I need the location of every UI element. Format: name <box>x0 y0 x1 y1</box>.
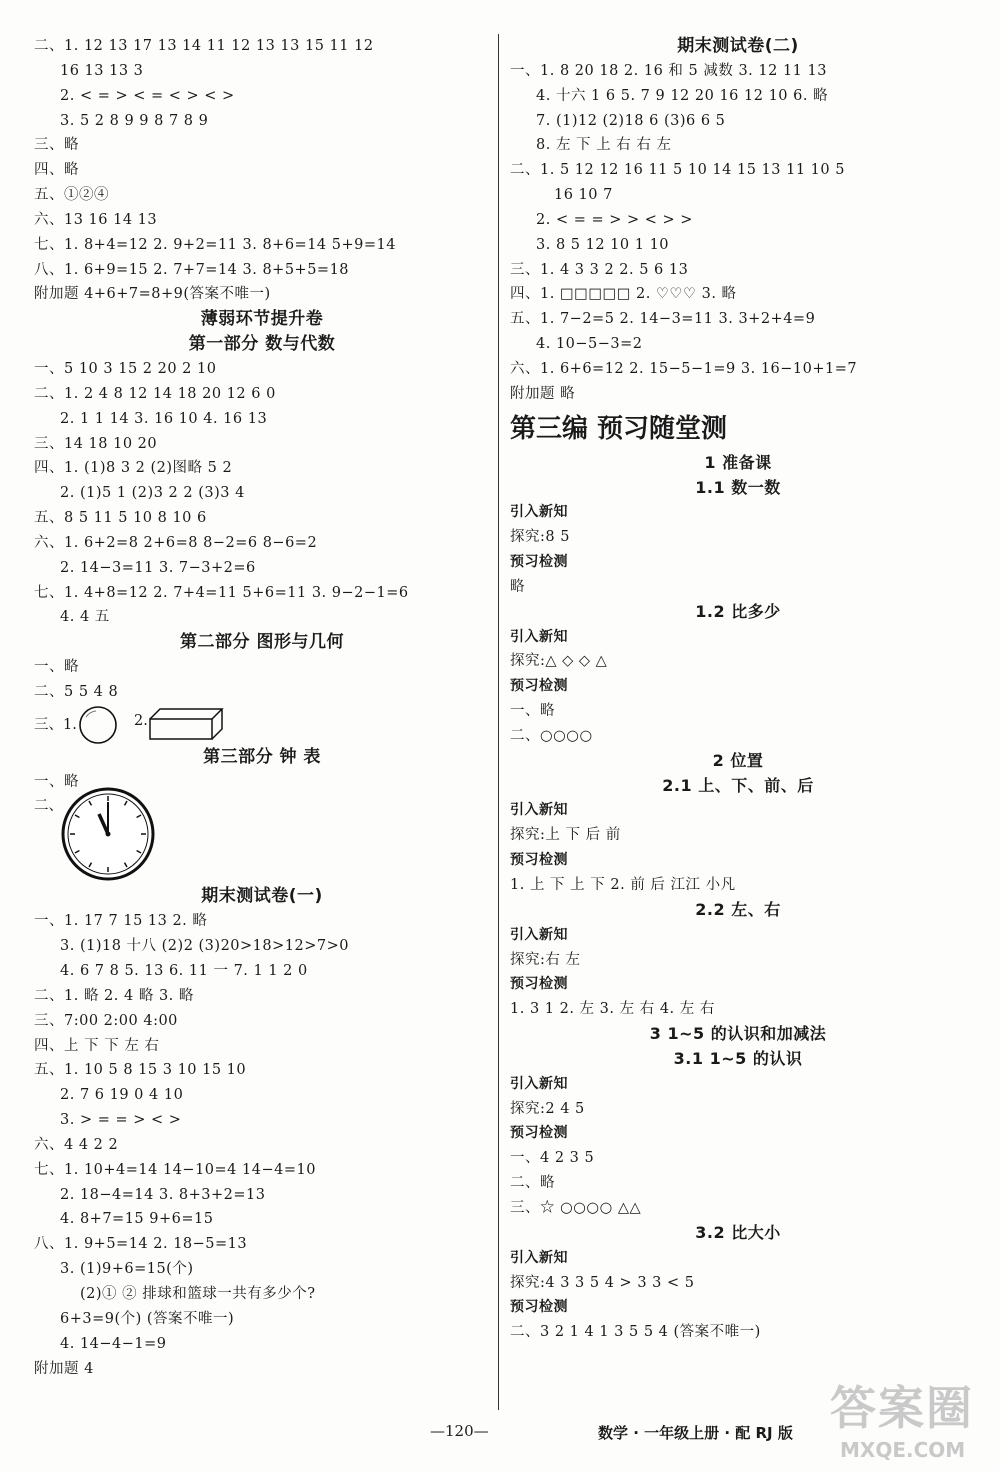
answer-line: 探究:△ ◇ ◇ △ <box>510 653 608 670</box>
label-line: 预习检测 <box>510 1299 568 1316</box>
lesson-heading: 3.1 1~5 的认识 <box>673 1048 803 1068</box>
section-title: 薄弱环节提升卷 <box>200 309 324 330</box>
answer-line: 2. < = > < = < > < > <box>60 87 235 104</box>
chapter-heading: 2 位置 <box>712 750 764 770</box>
answer-line: 七、1. 4+8=12 2. 7+4=11 5+6=11 3. 9−2−1=6 <box>34 584 409 601</box>
answer-line: 2. 18−4=14 3. 8+3+2=13 <box>60 1186 266 1203</box>
answer-line: 7. (1)12 (2)18 6 (3)6 6 5 <box>536 112 726 129</box>
label-line: 预习检测 <box>510 976 568 993</box>
label-line: 预习检测 <box>510 554 568 571</box>
answer-line: 一、4 2 3 5 <box>510 1150 595 1167</box>
answer-line: 略 <box>510 578 525 595</box>
page-number: —120— <box>430 1422 489 1440</box>
answer-line: 二、1. 2 4 8 12 14 18 20 12 6 0 <box>34 385 276 402</box>
label-line: 预习检测 <box>510 678 568 695</box>
answer-line: 三、14 18 10 20 <box>34 435 158 452</box>
answer-line: 三、☆ ○○○○ △△ <box>510 1199 642 1216</box>
answer-line: 一、略 <box>34 773 79 790</box>
answer-line: 探究:8 5 <box>510 529 570 546</box>
clock-answer-row <box>34 794 490 884</box>
answer-line: 2. 14−3=11 3. 7−3+2=6 <box>60 559 256 576</box>
answer-line: 二、5 5 4 8 <box>34 683 119 700</box>
answer-line: 八、1. 9+5=14 2. 18−5=13 <box>34 1236 248 1253</box>
lesson-heading: 2.2 左、右 <box>695 899 781 919</box>
answer-line: 一、略 <box>34 659 79 676</box>
answer-line: 1. 3 1 2. 左 3. 左 右 4. 左 右 <box>510 1001 715 1018</box>
answer-line: 2. 1 1 14 3. 16 10 4. 16 13 <box>60 410 268 427</box>
answer-line: 探究:2 4 5 <box>510 1100 585 1117</box>
left-column <box>34 34 490 1381</box>
answer-line: 2. (1)5 1 (2)3 2 2 (3)3 4 <box>60 485 245 502</box>
watermark-text: 答案圈 <box>830 1381 974 1435</box>
answer-line: 七、1. 8+4=12 2. 9+2=11 3. 8+6=14 5+9=14 <box>34 236 396 253</box>
answer-line: 二、1. 略 2. 4 略 3. 略 <box>34 987 194 1004</box>
label-line: 预习检测 <box>510 852 568 869</box>
section-subtitle: 第三部分 钟 表 <box>203 746 321 767</box>
answer-label: 三、1. <box>34 716 77 733</box>
answer-line: 4. 十六 1 6 5. 7 9 12 20 16 12 10 6. 略 <box>536 87 829 104</box>
book-info: 数学 · 一年级上册 · 配 RJ 版 <box>598 1424 793 1442</box>
lesson-heading: 2.1 上、下、前、后 <box>662 775 814 795</box>
answer-line: 8. 左 下 上 右 右 左 <box>536 137 672 154</box>
answer-line: 四、略 <box>34 162 79 179</box>
answer-line: 探究:上 下 后 前 <box>510 827 621 844</box>
cuboid-shape-icon <box>148 707 224 741</box>
answer-line: 探究:4 3 3 5 4 > 3 3 < 5 <box>510 1274 695 1291</box>
answer-line: 3. (1)18 十八 (2)2 (3)20>18>12>7>0 <box>60 938 349 955</box>
answer-line: 3. > = = > < > <box>60 1112 182 1129</box>
label-line: 引入新知 <box>510 628 568 645</box>
answer-line: 三、7:00 2:00 4:00 <box>34 1012 178 1029</box>
part-heading: 第三编 预习随堂测 <box>510 413 728 444</box>
answer-line: 1. 上 下 上 下 2. 前 后 江江 小凡 <box>510 877 736 893</box>
answer-line: 2. 7 6 19 0 4 10 <box>60 1087 184 1104</box>
answer-line: (2)① ② 排球和篮球一共有多少个? <box>80 1285 316 1302</box>
answer-line: 四、上 下 下 左 右 <box>34 1037 160 1054</box>
answer-line: 六、1. 6+6=12 2. 15−5−1=9 3. 16−10+1=7 <box>510 360 858 377</box>
answer-line: 4. 14−4−1=9 <box>60 1335 167 1352</box>
answer-line: 4. 10−5−3=2 <box>536 336 643 353</box>
answer-line: 16 13 13 3 <box>60 62 144 79</box>
answer-line: 3. (1)9+6=15(个) <box>60 1261 194 1278</box>
answer-line: 一、略 <box>510 703 555 720</box>
answer-line: 4. 6 7 8 5. 13 6. 11 一 7. 1 1 2 0 <box>60 963 308 979</box>
section-subtitle: 第二部分 图形与几何 <box>180 632 344 653</box>
answer-line: 附加题 略 <box>510 385 576 402</box>
answer-line: 二、略 <box>510 1175 555 1192</box>
section-subtitle: 第一部分 数与代数 <box>188 334 336 355</box>
lesson-heading: 3.2 比大小 <box>695 1222 781 1242</box>
label-line: 引入新知 <box>510 1249 568 1266</box>
label-line: 引入新知 <box>510 1075 568 1092</box>
answer-line: 六、4 4 2 2 <box>34 1136 119 1153</box>
answer-line: 八、1. 6+9=15 2. 7+7=14 3. 8+5+5=18 <box>34 261 350 278</box>
answer-line: 四、1. □□□□□ 2. ♡♡♡ 3. 略 <box>510 286 737 303</box>
watermark-url: MXQE.COM <box>840 1438 966 1462</box>
answer-line: 6+3=9(个) (答案不唯一) <box>60 1310 235 1327</box>
answer-line: 二、3 2 1 4 1 3 5 5 4 (答案不唯一) <box>510 1324 761 1341</box>
lesson-heading: 1.1 数一数 <box>695 477 781 497</box>
answer-line: 二、1. 12 13 17 13 14 11 12 13 13 15 11 12 <box>34 38 374 54</box>
answer-line: 3. 5 2 8 9 9 8 7 8 9 <box>60 112 209 129</box>
answer-line: 2. < = = > > < > > <box>536 211 693 228</box>
answer-line: 七、1. 10+4=14 14−10=4 14−4=10 <box>34 1161 316 1178</box>
answer-line: 六、1. 6+2=8 2+6=8 8−2=6 8−6=2 <box>34 534 318 551</box>
answer-line: 4. 8+7=15 9+6=15 <box>60 1211 214 1228</box>
answer-line: 二、1. 5 12 12 16 11 5 10 14 15 13 11 10 5 <box>510 162 845 179</box>
answer-line: 三、略 <box>34 137 79 154</box>
label-line: 引入新知 <box>510 926 568 943</box>
answer-line: 一、5 10 3 15 2 20 2 10 <box>34 360 217 377</box>
answer-line: 五、①②④ <box>34 187 109 204</box>
answer-line: 4. 4 五 <box>60 609 110 626</box>
chapter-heading: 1 准备课 <box>704 452 772 472</box>
shapes-answer-row <box>34 705 490 745</box>
clock-face-icon <box>58 786 158 882</box>
lesson-heading: 1.2 比多少 <box>695 601 781 621</box>
answer-line: 探究:右 左 <box>510 951 581 968</box>
answer-line: 三、1. 4 3 3 2 2. 5 6 13 <box>510 261 689 278</box>
chapter-heading: 3 1~5 的认识和加减法 <box>649 1024 827 1044</box>
answer-line: 五、1. 10 5 8 15 3 10 15 10 <box>34 1062 247 1079</box>
answer-label: 2. <box>134 712 148 729</box>
answer-line: 二、○○○○ <box>510 727 593 744</box>
answer-line: 附加题 4 <box>34 1360 94 1377</box>
label-line: 预习检测 <box>510 1125 568 1142</box>
answer-line: 一、1. 17 7 15 13 2. 略 <box>34 913 208 930</box>
answer-line: 四、1. (1)8 3 2 (2)图略 5 2 <box>34 460 233 477</box>
answer-line: 一、1. 8 20 18 2. 16 和 5 减数 3. 12 11 13 <box>510 62 827 79</box>
answer-line: 五、8 5 11 5 10 8 10 6 <box>34 510 207 527</box>
watermark-logo <box>830 1372 995 1467</box>
answer-line: 16 10 7 <box>554 187 613 204</box>
circle-shape-icon <box>76 705 120 745</box>
answer-line: 五、1. 7−2=5 2. 14−3=11 3. 3+2+4=9 <box>510 311 816 328</box>
right-column <box>510 34 966 1345</box>
answer-line: 附加题 4+6+7=8+9(答案不唯一) <box>34 286 271 303</box>
answer-line: 六、13 16 14 13 <box>34 211 158 228</box>
answer-label: 二、 <box>34 798 63 815</box>
label-line: 引入新知 <box>510 802 568 819</box>
answer-line: 3. 8 5 12 10 1 10 <box>536 236 670 253</box>
label-line: 引入新知 <box>510 504 568 521</box>
section-title: 期末测试卷(二) <box>677 36 799 56</box>
column-divider <box>498 34 499 1410</box>
section-title: 期末测试卷(一) <box>201 886 323 907</box>
